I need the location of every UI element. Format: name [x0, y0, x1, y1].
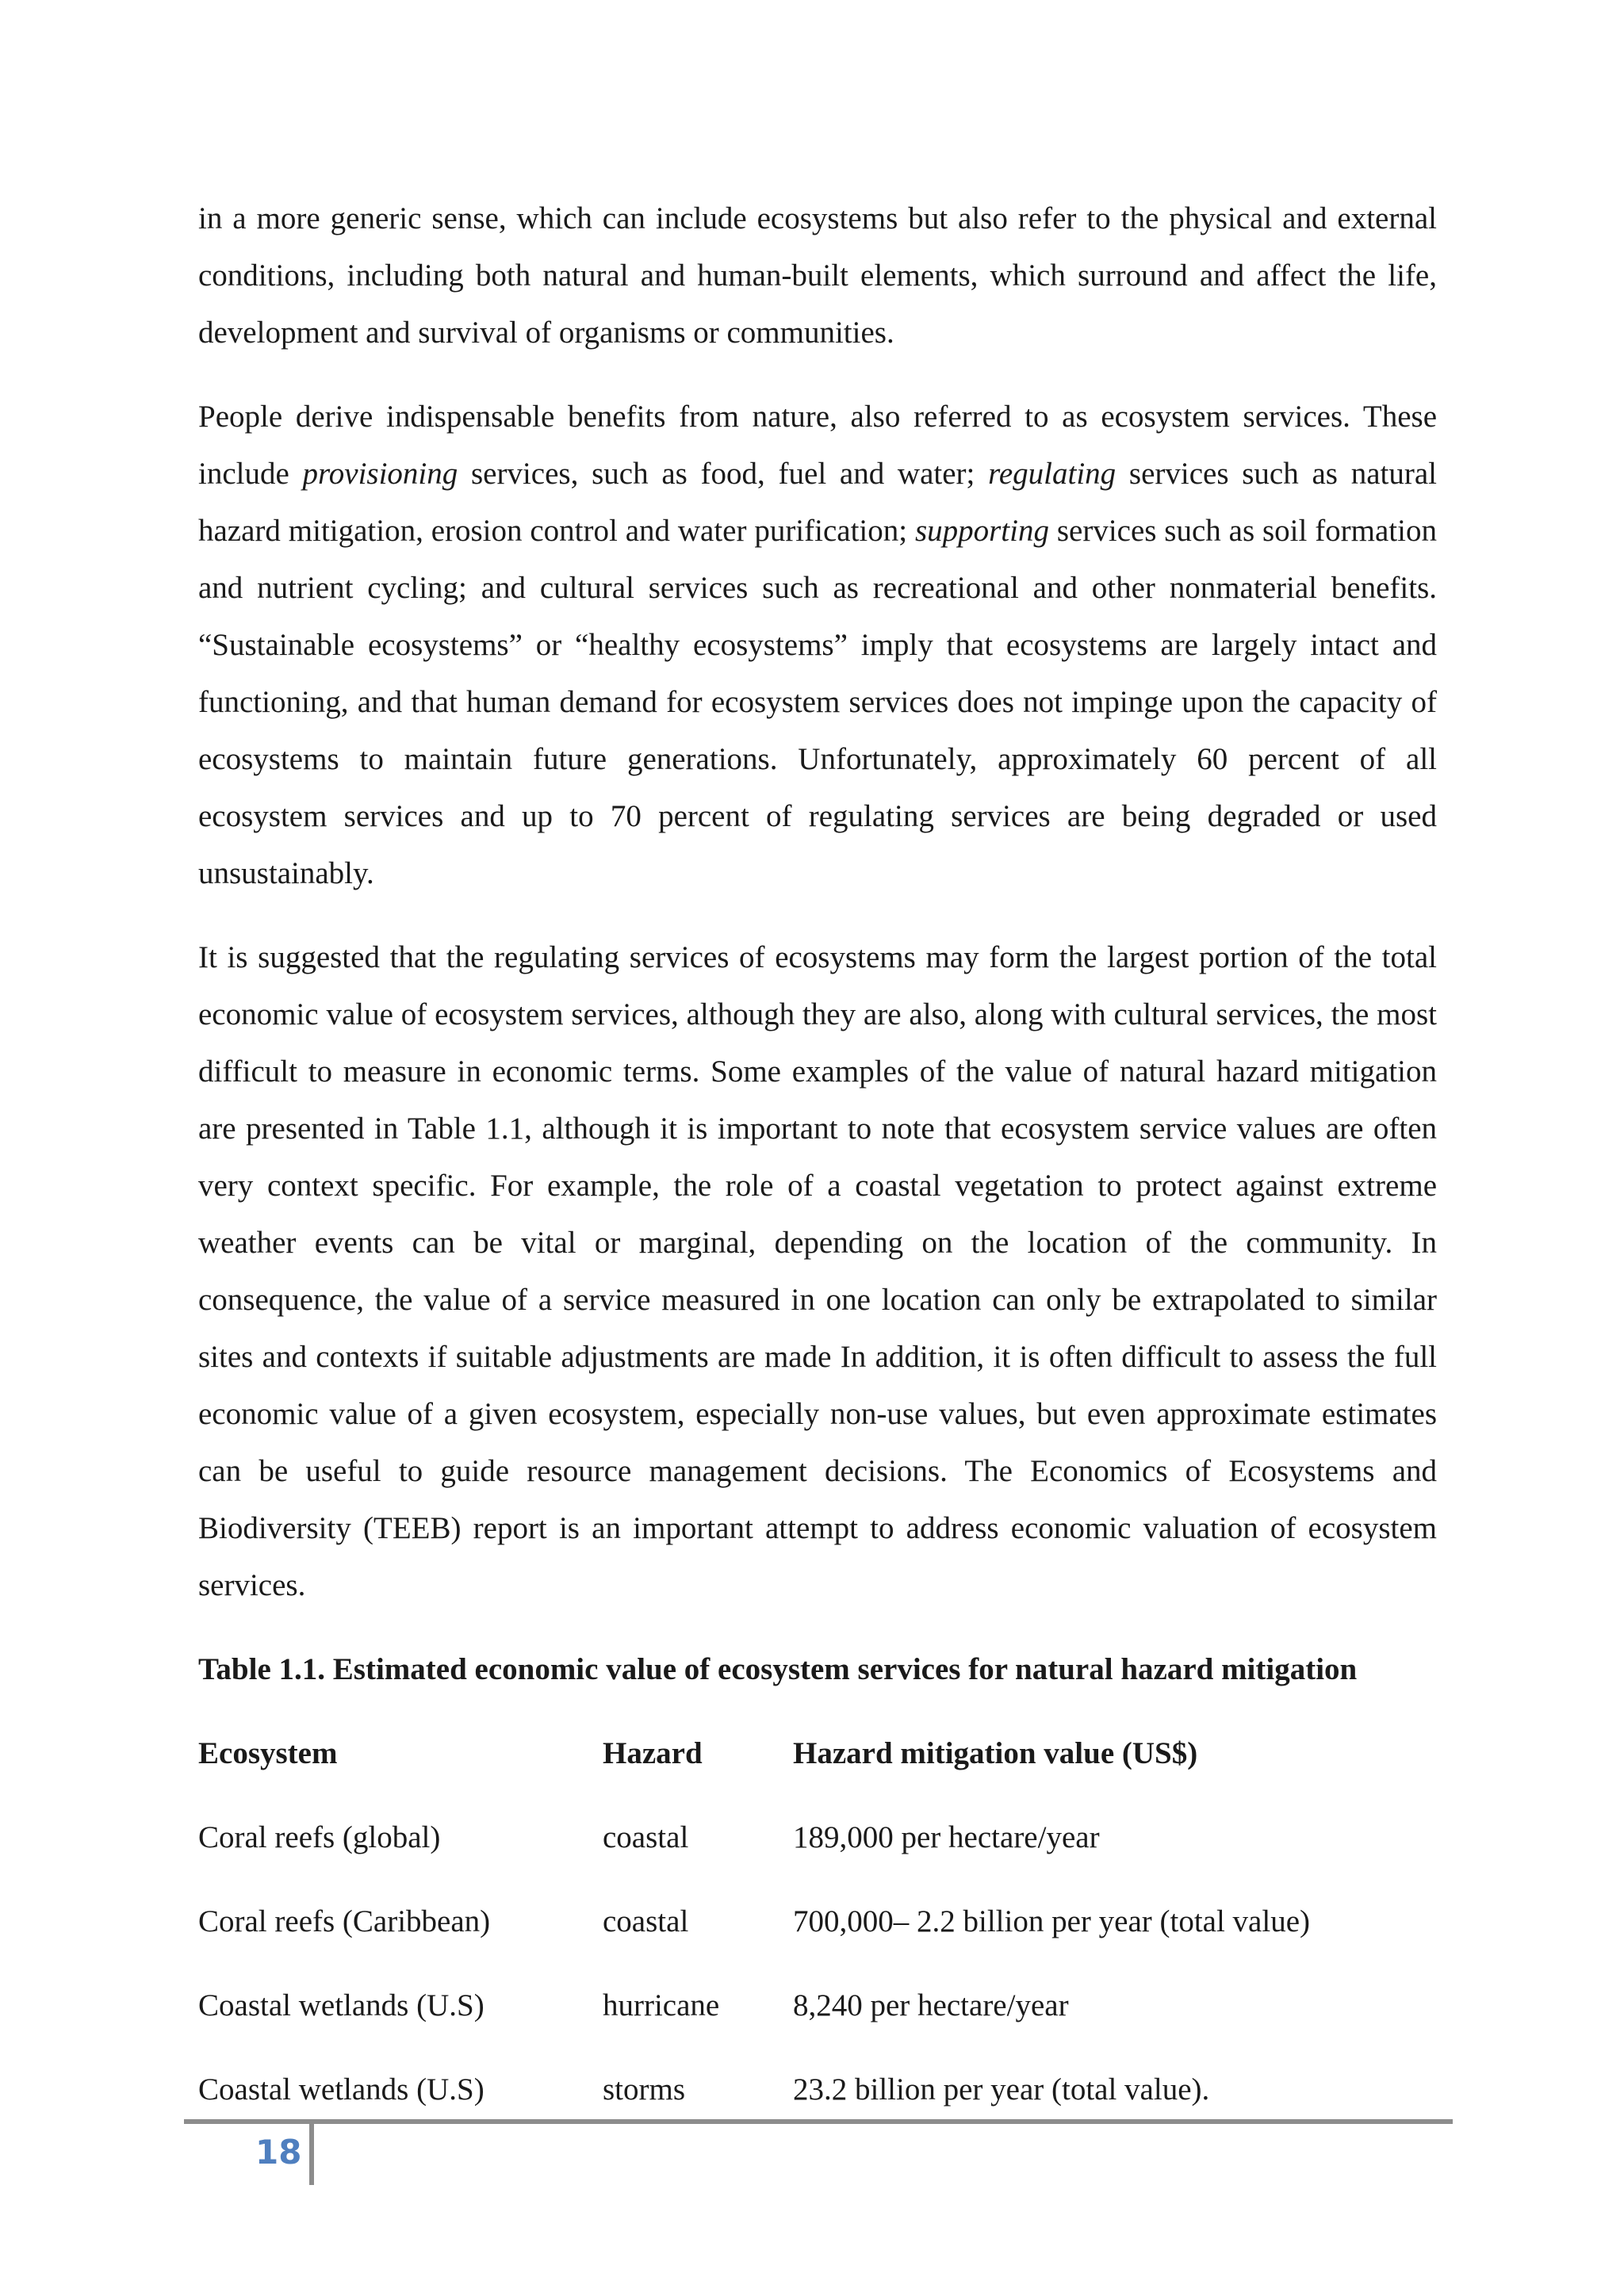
paragraph-2-text-1: People derive indispensable benefits from nature, also referred to as ecosystem services. These include [198, 400, 1437, 491]
page-body [198, 190, 1437, 2145]
cell-hazard: storms [603, 2072, 686, 2107]
cell-value: 8,240 per hectare/year [793, 1988, 1069, 2022]
header-mitigation-value: Hazard mitigation value (US$) [793, 1736, 1198, 1770]
table-row [198, 1893, 1437, 1977]
value-table [198, 1725, 1437, 2145]
page-number-divider [309, 2122, 314, 2185]
table-row [198, 1977, 1437, 2061]
footer-divider [184, 2119, 1453, 2124]
paragraph-2-italic-provisioning: provisioning [302, 457, 458, 491]
table-row [198, 2061, 1437, 2145]
paragraph-2-italic-supporting: supporting [914, 514, 1049, 548]
cell-value: 189,000 per hectare/year [793, 1820, 1100, 1854]
paragraph-2-text-2: services, such as food, fuel and water; [458, 457, 989, 491]
cell-ecosystem: Coastal wetlands (U.S) [198, 2072, 485, 2107]
paragraph-2-text-4: services such as soil formation and nutrient cycling; and cultural services such as recreational and other nonmaterial benefits. “Sustainable ecosystems” or “healthy ecosystems” imply that ecosystems are largely intact and functioning, and that human demand for ecosystem services does not impinge upon the capacity of ecosystems to maintain future generations. Unfortunately, approximately 60 percent of all ecosystem services and up to 70 percent of regulating services are being degraded or used unsustainably. [198, 514, 1437, 890]
cell-value: 700,000– 2.2 billion per year (total value) [793, 1904, 1310, 1938]
cell-ecosystem: Coral reefs (global) [198, 1820, 441, 1854]
cell-ecosystem: Coral reefs (Caribbean) [198, 1904, 491, 1938]
paragraph-2 [198, 388, 1437, 902]
header-ecosystem: Ecosystem [198, 1736, 338, 1770]
header-hazard: Hazard [603, 1736, 703, 1770]
table-header-row [198, 1725, 1437, 1809]
paragraph-2-text-3: services such as natural hazard mitigation, erosion control and water purification; [198, 457, 1437, 548]
table-caption: Table 1.1. Estimated economic value of ecosystem services for natural hazard mitigation [198, 1652, 1358, 1686]
cell-hazard: coastal [603, 1904, 689, 1938]
paragraph-3: It is suggested that the regulating services of ecosystems may form the largest portion of the total economic value of ecosystem services, although they are also, along with cultural services, the most difficult to measure in economic terms. Some examples of the value of natural hazard mitigation are presented in Table 1.1, although it is important to note that ecosystem service values are often very context specific. For example, the role of a coastal vegetation to protect against extreme weather events can be vital or marginal, depending on the location of the community. In consequence, the value of a service measured in one location can only be extrapolated to similar sites and contexts if suitable adjustments are made In addition, it is often difficult to assess the full economic value of a given ecosystem, especially non-use values, but even approximate estimates can be useful to guide resource management decisions. The Economics of Ecosystems and Biodiversity (TEEB) report is an important attempt to address economic valuation of ecosystem services. [198, 940, 1437, 1602]
cell-hazard: hurricane [603, 1988, 720, 2022]
table-row [198, 1809, 1437, 1893]
page-number: 18 [255, 2133, 302, 2172]
cell-value: 23.2 billion per year (total value). [793, 2072, 1210, 2107]
cell-ecosystem: Coastal wetlands (U.S) [198, 1988, 485, 2022]
paragraph-1: in a more generic sense, which can include ecosystems but also refer to the physical and external conditions, including both natural and human-built elements, which surround and affect the life, development and survival of organisms or communities. [198, 201, 1437, 350]
cell-hazard: coastal [603, 1820, 689, 1854]
paragraph-2-italic-regulating: regulating [988, 457, 1116, 491]
